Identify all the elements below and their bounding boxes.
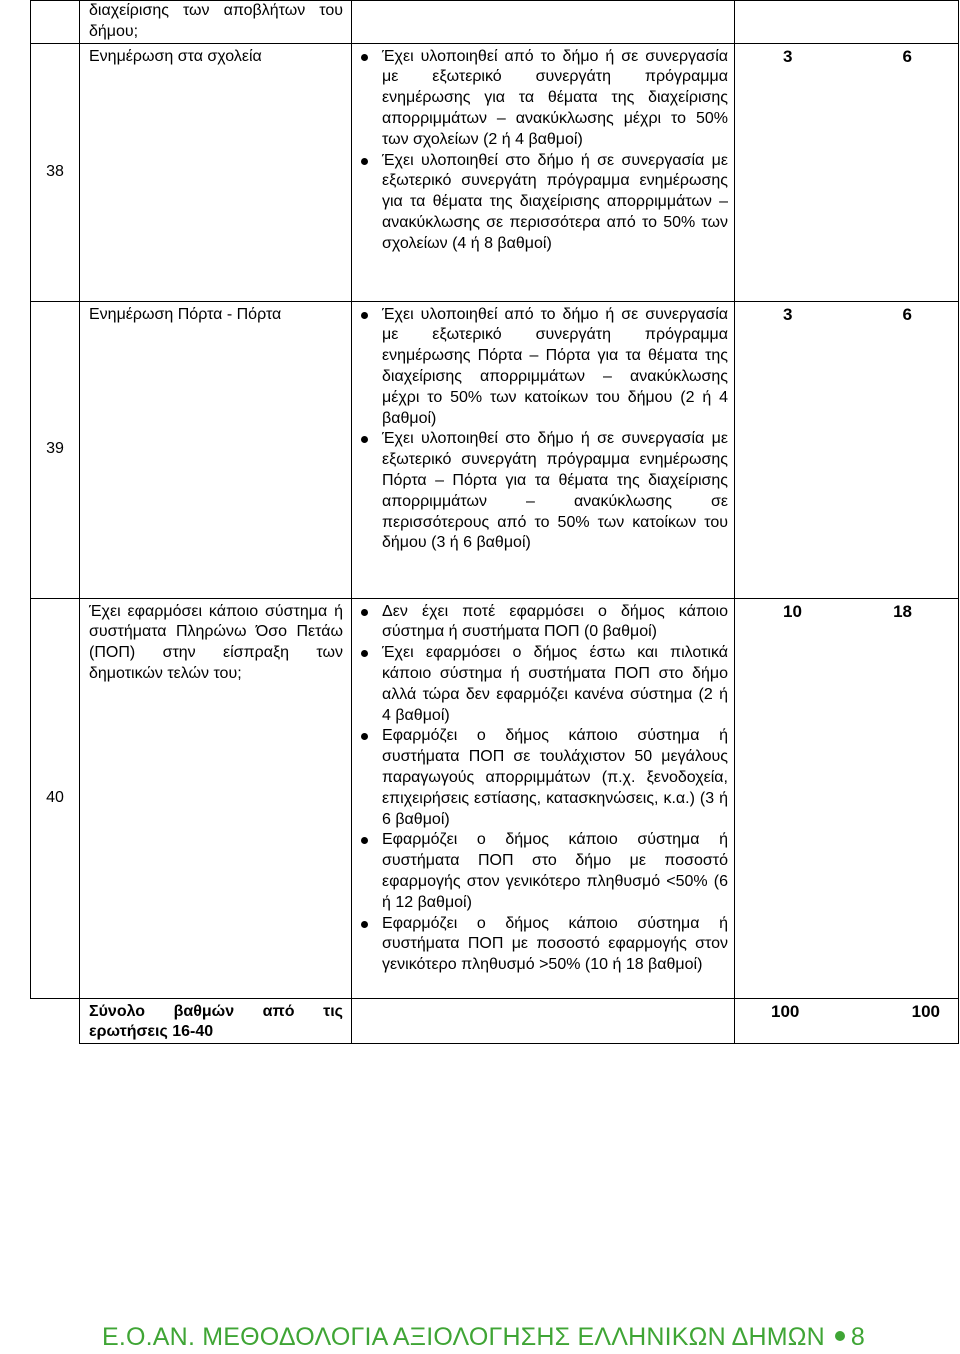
options-list — [358, 602, 728, 976]
table-row-top — [31, 1, 959, 44]
total-score-cell — [735, 998, 959, 1044]
option-item: Έχει υλοποιηθεί από το δήμο ή σε συνεργασία με εξωτερικό συνεργάτη πρόγραμμα ενημέρωσης Πόρτα – Πόρτα για τα θέματα της διαχείρισης απορριμμάτων – ανακύκλωσης μέχρι το 50% των κατοίκων του δήμου (2 ή 4 βαθμοί) — [358, 305, 728, 430]
footer-text: Ε.Ο.ΑΝ. ΜΕΘΟΔΟΛΟΓΙΑ ΑΞΙΟΛΟΓΗΣΗΣ ΕΛΛΗΝΙΚΩΝ ΔΗΜΩΝ — [102, 1323, 825, 1351]
options-cell — [352, 998, 735, 1044]
row-number: 40 — [31, 598, 80, 998]
options-cell — [352, 43, 735, 301]
criterion-cell — [80, 43, 352, 301]
score-a: 10 — [783, 601, 802, 621]
bullet-dot-icon — [835, 1331, 845, 1341]
total-score-a: 100 — [771, 1001, 800, 1021]
score-values — [743, 47, 950, 68]
total-label-cell — [80, 998, 352, 1044]
options-cell — [352, 1, 735, 44]
row-number: 39 — [31, 301, 80, 598]
option-item: Έχει υλοποιηθεί στο δήμο ή σε συνεργασία με εξωτερικό συνεργάτη πρόγραμμα ενημέρωσης για τα θέματα της διαχείρισης απορριμμάτων – ανακύκλωσης σε περισσότερα από το 50% των σχολείων (4 ή 8 βαθμοί) — [358, 151, 728, 255]
option-item: Έχει υλοποιηθεί από το δήμο ή σε συνεργασία με εξωτερικό συνεργάτη πρόγραμμα ενημέρωσης για τα θέματα της διαχείρισης απορριμμάτων – ανακύκλωσης μέχρι το 50% των σχολείων (2 ή 4 βαθμοί) — [358, 47, 728, 151]
total-score-values — [743, 1002, 950, 1023]
criterion-cell — [80, 1, 352, 44]
criterion-text: Ενημέρωση στα σχολεία — [89, 47, 262, 65]
criterion-cell — [80, 598, 352, 998]
options-list — [358, 305, 728, 555]
option-item: Έχει εφαρμόσει ο δήμος έστω και πιλοτικά κάποιο σύστημα ή συστήματα ΠΟΠ στο δήμο αλλά τώρα δεν εφαρμόζει κανένα σύστημα (2 ή 4 βαθμοί) — [358, 643, 728, 726]
score-b: 18 — [893, 601, 912, 621]
score-b: 6 — [902, 46, 912, 66]
score-cell — [735, 43, 959, 301]
score-a: 3 — [783, 46, 793, 66]
option-item: Δεν έχει ποτέ εφαρμόσει ο δήμος κάποιο σύστημα ή συστήματα ΠΟΠ (0 βαθμοί) — [358, 602, 728, 644]
table-row-40 — [31, 598, 959, 998]
options-cell — [352, 598, 735, 998]
options-cell — [352, 301, 735, 598]
criterion-text: διαχείρισης των αποβλήτων του δήμου; — [89, 2, 343, 40]
score-values — [743, 305, 950, 326]
table-row-total — [31, 998, 959, 1044]
score-cell — [735, 598, 959, 998]
option-item: Εφαρμόζει ο δήμος κάποιο σύστημα ή συστήματα ΠΟΠ στο δήμο με ποσοστό εφαρμογής στον γενικότερο πληθυσμό <50% (6 ή 12 βαθμοί) — [358, 830, 728, 913]
page-footer — [102, 1323, 865, 1352]
score-values — [743, 602, 950, 623]
row-number: 38 — [31, 43, 80, 301]
row-number-cell — [31, 1, 80, 44]
page-number: 8 — [850, 1323, 866, 1351]
row-number-cell — [31, 998, 80, 1044]
options-list — [358, 47, 728, 255]
table-row-39 — [31, 301, 959, 598]
total-score-b: 100 — [911, 1001, 940, 1021]
option-item: Εφαρμόζει ο δήμος κάποιο σύστημα ή συστήματα ΠΟΠ σε τουλάχιστον 50 μεγάλους παραγωγούς απορριμμάτων (π.χ. ξενοδοχεία, επιχειρήσεις εστίασης, κατασκηνώσεις, κ.α.) (3 ή 6 βαθμοί) — [358, 726, 728, 830]
score-cell — [735, 301, 959, 598]
option-item: Εφαρμόζει ο δήμος κάποιο σύστημα ή συστήματα ΠΟΠ με ποσοστό εφαρμογής στον γενικότερο πληθυσμό >50% (10 ή 18 βαθμοί) — [358, 914, 728, 976]
evaluation-table — [30, 0, 959, 1044]
score-b: 6 — [902, 304, 912, 324]
criterion-cell — [80, 301, 352, 598]
table-row-38 — [31, 43, 959, 301]
criterion-text: Έχει εφαρμόσει κάποιο σύστημα ή συστήματα Πληρώνω Όσο Πετάω (ΠΟΠ) στην είσπραξη των δημοτικών τελών του; — [89, 602, 343, 682]
score-a: 3 — [783, 304, 793, 324]
total-label: Σύνολο βαθμών από τις ερωτήσεις 16-40 — [89, 1002, 343, 1041]
criterion-text: Ενημέρωση Πόρτα - Πόρτα — [89, 305, 282, 323]
option-item: Έχει υλοποιηθεί στο δήμο ή σε συνεργασία με εξωτερικό συνεργάτη πρόγραμμα ενημέρωσης Πόρτα – Πόρτα για τα θέματα της διαχείρισης απορριμμάτων – ανακύκλωσης σε περισσότερους από το 50% των κατοίκων του δήμου (3 ή 6 βαθμοί) — [358, 429, 728, 554]
score-cell — [735, 1, 959, 44]
